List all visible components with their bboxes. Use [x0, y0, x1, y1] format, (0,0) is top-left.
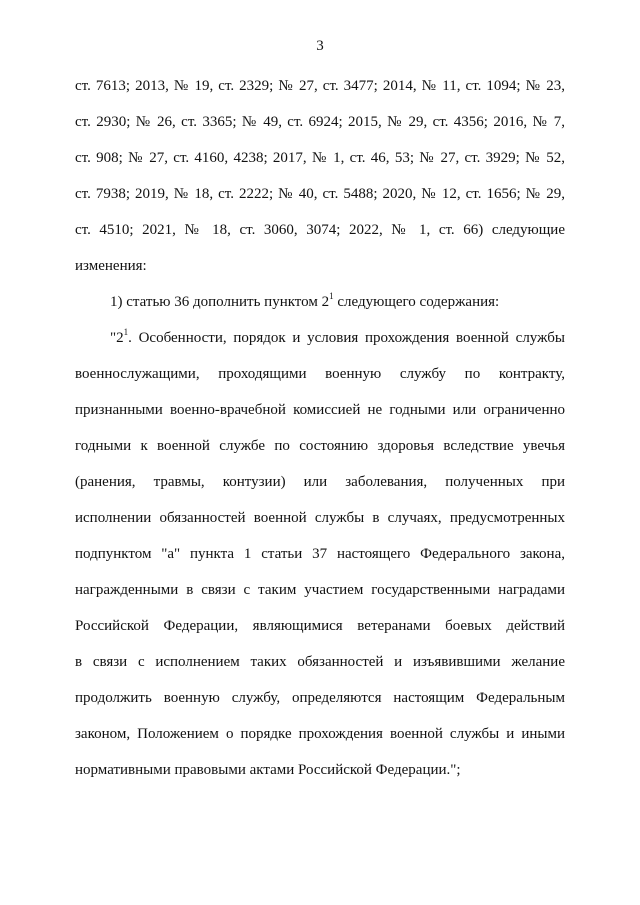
quote-line-1-text: . Особенности, порядок и условия прохождения военной службы: [128, 330, 565, 346]
quote-line-4: годными к военной службе по состоянию здоровья вследствие увечья: [75, 438, 565, 454]
quote-line-11: продолжить военную службу, определяются настоящим Федеральным: [75, 690, 565, 706]
quote-line-13: нормативными правовыми актами Российской Федерации.";: [75, 762, 461, 778]
item-1-superscript: 1: [329, 291, 334, 301]
quote-line-1: [110, 328, 565, 348]
quote-line-9: Российской Федерации, являющимися ветеранами боевых действий: [75, 618, 565, 634]
text-line-1: ст. 7613; 2013, № 19, ст. 2329; № 27, ст. 3477; 2014, № 11, ст. 1094; № 23,: [75, 78, 565, 94]
quote-line-2: военнослужащими, проходящими военную службу по контракту,: [75, 366, 565, 382]
quote-line-3: признанными военно-врачебной комиссией не годными или ограниченно: [75, 402, 565, 418]
text-line-2: ст. 2930; № 26, ст. 3365; № 49, ст. 6924; 2015, № 29, ст. 4356; 2016, № 7,: [75, 114, 565, 130]
item-1-line: [110, 292, 565, 312]
text-line-3: ст. 908; № 27, ст. 4160, 4238; 2017, № 1, ст. 46, 53; № 27, ст. 3929; № 52,: [75, 150, 565, 166]
quote-line-6: исполнении обязанностей военной службы в случаях, предусмотренных: [75, 510, 565, 526]
item-1-text-start: 1) статью 36 дополнить пунктом 2: [110, 294, 330, 310]
quote-start: "2: [110, 330, 124, 346]
quote-superscript: 1: [123, 327, 129, 337]
quote-line-10: в связи с исполнением таких обязанностей и изъявившими желание: [75, 654, 565, 670]
page-number: 3: [316, 38, 324, 54]
quote-line-8: награжденными в связи с таким участием государственными наградами: [75, 582, 565, 598]
quote-line-7: подпунктом "а" пункта 1 статьи 37 настоящего Федерального закона,: [75, 546, 565, 562]
text-line-4: ст. 7938; 2019, № 18, ст. 2222; № 40, ст. 5488; 2020, № 12, ст. 1656; № 29,: [75, 186, 565, 202]
quote-line-5: (ранения, травмы, контузии) или заболевания, полученных при: [75, 474, 565, 490]
text-line-5: ст. 4510; 2021, № 18, ст. 3060, 3074; 2022, № 1, ст. 66) следующие: [75, 222, 565, 238]
text-line-6: изменения:: [75, 258, 147, 274]
quote-line-12: законом, Положением о порядке прохождения военной службы и иными: [75, 726, 565, 742]
item-1-text-end: следующего содержания:: [333, 294, 500, 310]
